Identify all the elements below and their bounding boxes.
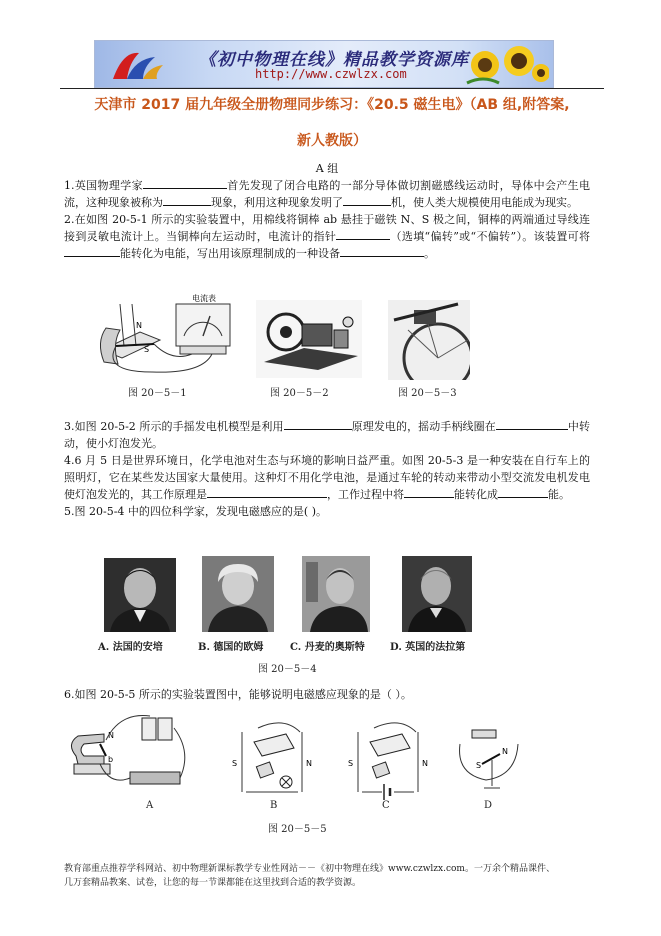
portrait-caption-b: B. 德国的欧姆 — [198, 642, 264, 653]
q4-text-a: 4.6 月 5 日是世界环境日，化学电池对生态与环境的影响日益严重。如图 20-5-3 是一种安装在自行车上的照明灯，它在某些发达国家大量使用。这种灯不用化学电池，是通过车轮的转动来带动小型交流发电机发电使灯泡发光的，其工作原理是 — [64, 454, 590, 501]
q1-blank-1[interactable] — [143, 177, 227, 189]
svg-text:S: S — [232, 759, 238, 768]
q2-text-b: （选填“偏转”或“不偏转”）。该装置可将 — [390, 230, 590, 243]
q1-blank-3[interactable] — [343, 194, 391, 206]
panel-label-d: D — [484, 800, 493, 811]
question-6: 6.如图 20-5-5 所示的实验装置图中，能够说明电磁感应现象的是（ ）。 — [64, 688, 412, 701]
q2-blank-1[interactable] — [336, 228, 390, 240]
portrait-oersted — [302, 556, 370, 632]
q1-text-c: 现象，利用这种现象发明了 — [211, 196, 343, 209]
section-label: A 组 — [315, 162, 339, 175]
figure-20-5-5-caption: 图 20－5－5 — [268, 824, 327, 835]
question-5: 5.图 20-5-4 中的四位科学家，发现电磁感应的是( )。 — [64, 505, 327, 518]
figure-20-5-2 — [256, 300, 362, 378]
figure-20-5-5-panel-a — [70, 712, 194, 800]
question-4 — [64, 452, 590, 503]
site-logo — [109, 45, 165, 83]
svg-text:N: N — [136, 321, 142, 330]
q2-text-a: 2.在如图 20-5-1 所示的实验装置中，用棉线将铜棒 ab 悬挂于磁铁 N、S 极之间，铜棒的两端通过导线连接到灵敏电流计上。当铜棒向左运动时，电流计的指针 — [64, 213, 590, 243]
q1-blank-2[interactable] — [163, 194, 211, 206]
figure-20-5-5-panel-b — [224, 712, 320, 800]
svg-text:S: S — [144, 345, 150, 354]
q3-text-b: 原理发电的，摇动手柄线圈在 — [351, 420, 496, 433]
figure-20-5-4-caption: 图 20－5－4 — [258, 664, 317, 675]
q3-text-c: 中转动，使小灯泡发光。 — [64, 420, 591, 450]
figure-20-5-2-caption: 图 20－5－2 — [270, 388, 329, 399]
banner-url[interactable]: http://www.czwlzx.com — [255, 67, 407, 81]
q2-blank-3[interactable] — [340, 245, 424, 257]
page-footer — [64, 862, 604, 890]
svg-text:N: N — [108, 731, 114, 740]
banner-title: 《初中物理在线》精品教学资源库 — [199, 50, 469, 70]
header-rule — [60, 88, 604, 89]
figure-20-5-5-panel-d — [452, 724, 526, 796]
panel-label-b: B — [270, 800, 278, 811]
sunflower-image — [463, 43, 549, 85]
portrait-faraday — [402, 556, 472, 632]
questions-block-3 — [64, 686, 590, 703]
q2-text-c: 能转化为电能，写出用该原理制成的一种设备 — [120, 247, 340, 260]
portrait-ampere — [104, 558, 176, 632]
portrait-caption-a: A. 法国的安培 — [98, 642, 163, 653]
footer-line-1: 教育部重点推荐学科网站、初中物理新课标教学专业性网站－－《初中物理在线》www.czwlzx.com。一万余个精品课件、 — [64, 864, 555, 874]
q1-text-b: 首先发现了闭合电路的一部分导体做切割磁感线运动时，导体中会产生电流，这种现象被称为 — [64, 179, 590, 209]
figure-20-5-5-panel-c — [340, 712, 436, 800]
figure-20-5-3 — [388, 300, 470, 380]
svg-text:b: b — [108, 755, 114, 764]
q4-blank-1[interactable] — [207, 486, 327, 498]
q1-text-a: 1.英国物理学家 — [64, 179, 143, 192]
portrait-caption-d: D. 英国的法拉第 — [390, 642, 466, 653]
svg-text:N: N — [306, 759, 312, 768]
svg-text:S: S — [348, 759, 354, 768]
q2-blank-2[interactable] — [64, 245, 120, 257]
svg-text:N: N — [422, 759, 428, 768]
q2-text-d: 。 — [424, 247, 435, 260]
header-banner — [94, 40, 554, 88]
figure-20-5-1-caption: 图 20－5－1 — [128, 388, 187, 399]
q4-text-b: ，工作过程中将 — [327, 488, 404, 501]
q3-blank-1[interactable] — [284, 418, 352, 430]
q4-text-d: 能。 — [548, 488, 570, 501]
figure-20-5-1 — [92, 292, 242, 378]
questions-block-2 — [64, 418, 590, 520]
question-3 — [64, 418, 590, 452]
svg-text:N: N — [502, 747, 508, 756]
panel-label-a: A — [146, 800, 154, 811]
footer-line-2: 几万套精品教案、试卷，让您的每一节课都能在这里找到合适的教学资源。 — [64, 878, 362, 888]
q3-text-a: 3.如图 20-5-2 所示的手摇发电机模型是利用 — [64, 420, 284, 433]
q1-text-d: 机，使人类大规模使用电能成为现实。 — [391, 196, 578, 209]
figure-20-5-3-caption: 图 20－5－3 — [398, 388, 457, 399]
questions-block-1 — [64, 160, 590, 262]
q4-text-c: 能转化成 — [454, 488, 498, 501]
panel-label-c: C — [382, 800, 390, 811]
question-1 — [64, 177, 590, 211]
q4-blank-2[interactable] — [404, 486, 454, 498]
meter-label: 电流表 — [192, 294, 216, 303]
svg-text:S: S — [476, 761, 482, 770]
document-title-line1: 天津市 2017 届九年级全册物理同步练习：《20.5 磁生电》（AB 组,附答案, — [94, 97, 570, 113]
portrait-ohm — [202, 556, 274, 632]
portrait-caption-c: C. 丹麦的奥斯特 — [290, 642, 365, 653]
question-2 — [64, 211, 590, 262]
document-title-line2: 新人教版） — [297, 133, 367, 149]
q3-blank-2[interactable] — [496, 418, 568, 430]
q4-blank-3[interactable] — [498, 486, 548, 498]
